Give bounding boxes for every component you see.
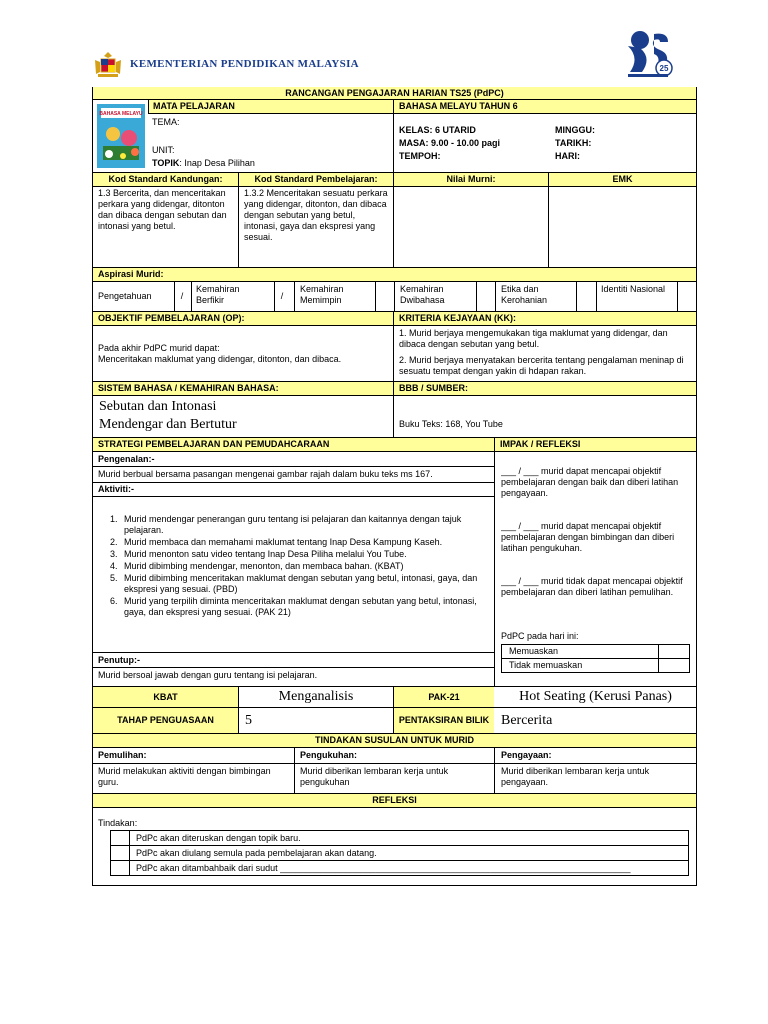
aktiviti-item: 1. Murid mendengar penerangan guru tentang isi pelajaran dan kaitannya dengan tajuk pelajaran. bbox=[120, 514, 484, 536]
impak-3: ___ / ___ murid tidak dapat mencapai objektif pembelajaran dan diberi latihan pemulihan. bbox=[501, 576, 683, 597]
pemulihan-label: Pemulihan: bbox=[98, 750, 147, 760]
tindakan-text: PdPc akan ditambahbaik dari sudut ______________________________________________________________________ bbox=[136, 863, 631, 873]
pengenalan-label: Pengenalan:- bbox=[98, 454, 155, 464]
pengayaan-label: Pengayaan: bbox=[501, 750, 552, 760]
tindakan-susulan-label: TINDAKAN SUSULAN UNTUK MURID bbox=[93, 734, 696, 747]
aspirasi-dwibahasa: Kemahiran Dwibahasa bbox=[400, 284, 445, 305]
ts25-logo-icon bbox=[622, 26, 674, 78]
kk-label: KRITERIA KEJAYAAN (KK): bbox=[394, 312, 696, 325]
ksp-label: Kod Standard Pembelajaran: bbox=[239, 173, 393, 186]
aspirasi-pengetahuan: Pengetahuan bbox=[98, 291, 152, 301]
refleksi-label: REFLEKSI bbox=[93, 794, 696, 807]
aktiviti-list bbox=[98, 514, 484, 644]
kbat-value: Menganalisis bbox=[278, 689, 354, 704]
tahap-penguasaan-label: TAHAP PENGUASAAN bbox=[93, 708, 238, 733]
tidak-memuaskan-label: Tidak memuaskan bbox=[509, 660, 583, 670]
topik-line bbox=[152, 158, 392, 170]
emk-label: EMK bbox=[549, 173, 696, 186]
bbb-value: Buku Teks: 168, You Tube bbox=[399, 419, 503, 429]
kk-2: 2. Murid berjaya menyatakan bercerita tentang pengalaman meninap di sesuatu tempat dengan yakin di hdapan rakan. bbox=[399, 355, 684, 376]
ksp-text: 1.3.2 Menceritakan sesuatu perkara yang didengar, ditonton, dan dibaca dengan sebutan yang betul, intonasi, gaya dan ekspresi yang sesuai. bbox=[244, 188, 388, 242]
tempoh: TEMPOH: bbox=[399, 151, 441, 161]
ksk-label: Kod Standard Kandungan: bbox=[93, 173, 238, 186]
pak21-label: PAK-21 bbox=[394, 687, 494, 707]
ksk-text: 1.3 Bercerita, dan menceritakan perkara yang didengar, ditonton dan dibaca dengan sebutan dan intonasi yang betul. bbox=[98, 188, 227, 231]
aspirasi-etika: Etika dan Kerohanian bbox=[501, 284, 548, 305]
kelas: KELAS: 6 UTARID bbox=[399, 125, 476, 135]
tindakan-label: Tindakan: bbox=[98, 818, 138, 828]
memuaskan-row bbox=[501, 644, 690, 659]
penutup-label: Penutup:- bbox=[98, 655, 140, 665]
impak-2: ___ / ___ murid dapat mencapai objektif pembelajaran dengan bimbingan dan diberi latihan pengukuhan. bbox=[501, 521, 675, 553]
tindakan-text: PdPc akan diulang semula pada pembelajaran akan datang. bbox=[136, 848, 377, 858]
tidak-memuaskan-row bbox=[501, 658, 690, 673]
pak21-value: Hot Seating (Kerusi Panas) bbox=[519, 689, 672, 704]
sistem-1: Sebutan dan Intonasi bbox=[99, 399, 217, 414]
textbook-cover-image bbox=[97, 104, 145, 168]
aspirasi-memimpin: Kemahiran Memimpin bbox=[300, 284, 344, 305]
aspirasi-identiti: Identiti Nasional bbox=[601, 284, 666, 294]
tema-label: TEMA: bbox=[152, 117, 180, 127]
topik-value: : Inap Desa Pilihan bbox=[179, 158, 255, 168]
nilai-murni-label: Nilai Murni: bbox=[394, 173, 548, 186]
pengukuhan-label: Pengukuhan: bbox=[300, 750, 358, 760]
op-line-2: Menceritakan maklumat yang didengar, ditonton, dan dibaca. bbox=[98, 354, 342, 364]
memuaskan-label: Memuaskan bbox=[509, 646, 559, 656]
pbd-label: PENTAKSIRAN BILIK bbox=[394, 708, 494, 733]
aktiviti-item: 6. Murid yang terpilih diminta menceritakan maklumat dengan sebutan yang betul, intonasi, gaya, dan ekspresi yang sesuai. (PAK 21) bbox=[120, 596, 484, 618]
tindakan-row bbox=[110, 830, 689, 846]
pemulihan-text: Murid melakukan aktiviti dengan bimbingan guru. bbox=[98, 766, 271, 787]
penutup-text: Murid bersoal jawab dengan guru tentang isi pelajaran. bbox=[98, 670, 318, 680]
bbb-label: BBB / SUMBER: bbox=[394, 382, 696, 395]
aktiviti-item: 4. Murid dibimbing mendengar, menonton, dan membaca bahan. (KBAT) bbox=[120, 561, 484, 572]
malaysia-crest-icon bbox=[92, 50, 124, 80]
ministry-name: KEMENTERIAN PENDIDIKAN MALAYSIA bbox=[130, 58, 359, 70]
op-label: OBJEKTIF PEMBELAJARAN (OP): bbox=[93, 312, 393, 325]
impak-1: ___ / ___ murid dapat mencapai objektif pembelajaran dengan baik dan diberi latihan pengayaan. bbox=[501, 466, 679, 498]
masa: MASA: 9.00 - 10.00 pagi bbox=[399, 138, 501, 148]
letterhead bbox=[92, 44, 702, 88]
tick-pengetahuan: / bbox=[180, 291, 184, 301]
kbat-label: KBAT bbox=[93, 687, 238, 707]
sistem-bahasa-label: SISTEM BAHASA / KEMAHIRAN BAHASA: bbox=[93, 382, 393, 395]
pengukuhan-text: Murid diberikan lembaran kerja untuk pengukuhan bbox=[300, 766, 449, 787]
mata-pelajaran-label: MATA PELAJARAN bbox=[148, 100, 393, 113]
tarikh: TARIKH: bbox=[555, 138, 592, 148]
pengenalan-text: Murid berbual bersama pasangan mengenai gambar rajah dalam buku teks ms 167. bbox=[98, 469, 433, 479]
aspirasi-label: Aspirasi Murid: bbox=[93, 268, 696, 281]
kk-1: 1. Murid berjaya mengemukakan tiga maklumat yang didengar, dan dibaca dengan sebutan yang betul. bbox=[399, 328, 668, 349]
aspirasi-berfikir: Kemahiran Berfikir bbox=[196, 284, 240, 305]
aktiviti-item: 2. Murid membaca dan memahami maklumat tentang Inap Desa Kampung Kaseh. bbox=[120, 537, 484, 548]
form-title: RANCANGAN PENGAJARAN HARIAN TS25 (PdPC) bbox=[93, 87, 696, 100]
tindakan-row bbox=[110, 845, 689, 861]
op-line-1: Pada akhir PdPC murid dapat: bbox=[98, 343, 220, 353]
logo-number: 25 bbox=[659, 64, 669, 73]
pbd-value: Bercerita bbox=[501, 713, 553, 728]
unit-label: UNIT: bbox=[152, 145, 175, 155]
hari: HARI: bbox=[555, 151, 580, 161]
subject-name: BAHASA MELAYU TAHUN 6 bbox=[394, 100, 696, 113]
impak-label: IMPAK / REFLEKSI bbox=[495, 438, 696, 451]
aktiviti-item: 3. Murid menonton satu video tentang Inap Desa Piliha melalui You Tube. bbox=[120, 549, 484, 560]
minggu: MINGGU: bbox=[555, 125, 595, 135]
aktiviti-label: Aktiviti:- bbox=[98, 484, 134, 494]
tindakan-row bbox=[110, 860, 689, 876]
tick-berfikir: / bbox=[280, 291, 284, 301]
sistem-2: Mendengar dan Bertutur bbox=[99, 417, 237, 432]
topik-label: TOPIK bbox=[152, 158, 180, 168]
tahap-penguasaan-value: 5 bbox=[245, 713, 252, 728]
tindakan-text: PdPc akan diteruskan dengan topik baru. bbox=[136, 833, 301, 843]
pengayaan-text: Murid diberikan lembaran kerja untuk pengayaan. bbox=[501, 766, 650, 787]
pdpc-hari-ini: PdPC pada hari ini: bbox=[501, 631, 579, 641]
strategi-label: STRATEGI PEMBELAJARAN DAN PEMUDAHCARAAN bbox=[93, 438, 494, 451]
aktiviti-item: 5. Murid dibimbing menceritakan maklumat dengan sebutan yang betul, intonasi, gaya, dan ekspresi yang sesuai. (PBD) bbox=[120, 573, 484, 595]
book-title: BAHASA MELAYU bbox=[99, 111, 143, 117]
